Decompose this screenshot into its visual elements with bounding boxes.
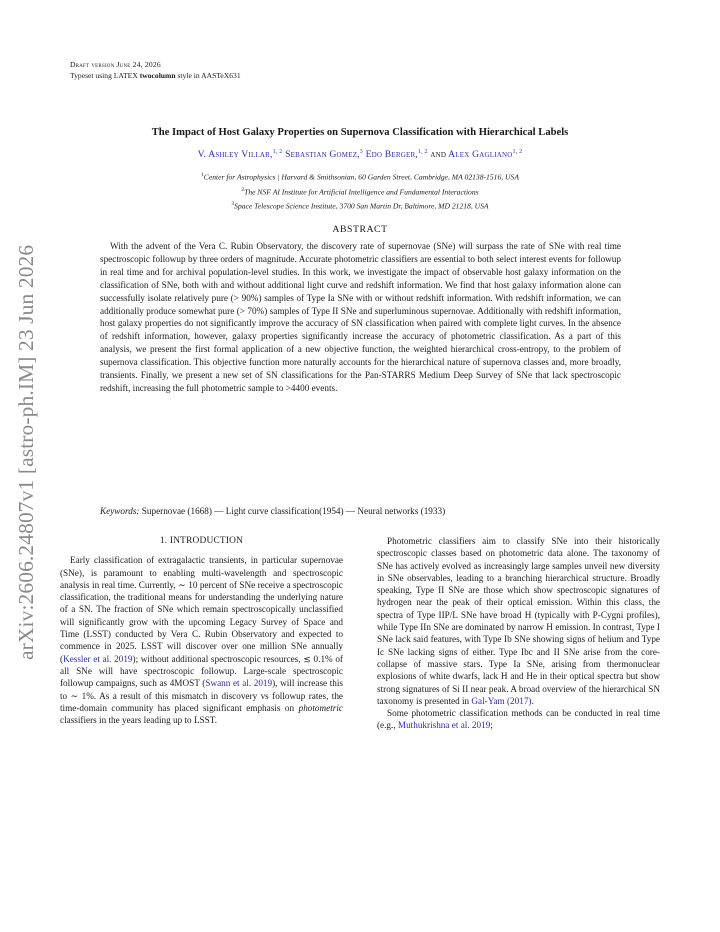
text-run: Early classification of extragalactic transients, in particular supernovae (SNe), is paramount to enabling multi-wavelength and spectroscopic analysis in real time. Currently, ∼ 10 percent of SNe receive a spectroscopic classification, the traditional means for understanding the underlying nature of a SN. The fraction of SNe which remain spectroscopically unclassified will significantly grow with the upcoming Legacy Survey of Space and Time (LSST) conducted by Vera C. Rubin Observatory and expected to commence in 2025. LSST will discover over one million SNe annually ( <box>60 555 343 664</box>
keywords-line <box>100 506 660 516</box>
draft-version-line: Draft version June 24, 2026 <box>70 60 161 69</box>
citation-link-swann[interactable]: Swann et al. 2019 <box>205 678 273 689</box>
author-gagliano[interactable]: Alex Gagliano <box>448 149 513 161</box>
text-run: Some photometric classification methods can be conducted in real time (e.g., <box>377 708 660 731</box>
right-column <box>377 535 660 732</box>
emphasis-text: photometric <box>298 702 343 713</box>
author-list <box>60 149 660 160</box>
citation-link-kessler[interactable]: Kessler et al. 2019 <box>63 653 133 664</box>
text-run: . <box>531 695 534 706</box>
typeset-suffix: style in AASTeX631 <box>175 70 241 80</box>
author-affil-sup: 1, 2 <box>272 149 283 155</box>
left-column <box>60 535 343 726</box>
citation-link-muthukrishna[interactable]: Muthukrishna et al. 2019 <box>397 720 491 731</box>
affiliation-sup: 2 <box>241 186 245 193</box>
author-villar[interactable]: V. Ashley Villar, <box>197 149 273 161</box>
section-heading-introduction: 1. INTRODUCTION <box>159 536 244 546</box>
text-run: ), will increase this to ∼ 1%. As a result of this mismatch in discovery vs followup rates, the time-domain community has placed significant emphasis on <box>60 678 343 713</box>
abstract-heading: ABSTRACT <box>332 224 388 235</box>
author-affil-sup: 1, 2 <box>417 149 428 155</box>
text-run: classifiers in the years leading up to LSST. <box>60 715 218 726</box>
affiliation-list <box>60 169 660 213</box>
affiliation-text: The NSF AI Institute for Artificial Intelligence and Fundamental Interactions <box>244 187 479 197</box>
affiliation-text: Center for Astrophysics | Harvard & Smithsonian, 60 Garden Street, Cambridge, MA 02138-1516, USA <box>203 172 519 182</box>
intro-paragraph-1 <box>60 554 343 726</box>
keywords-list: Supernovae (1668) — Light curve classification(1954) — Neural networks (1933) <box>141 506 446 516</box>
author-affil-sup: 3 <box>359 149 363 155</box>
typeset-line <box>70 71 241 82</box>
affiliation-sup: 3 <box>231 201 235 208</box>
abstract-body: With the advent of the Vera C. Rubin Observatory, the discovery rate of supernovae (SNe) will surpass the rate of SNe with real time spectroscopic followup by three orders of magnitude. Accurate photometric classifiers are essential to both select interest events for followup in real time and for archival population-level studies. In this work, we investigate the impact of observable host galaxy information on the classification of SNe, both with and without additional light curve and redshift information. We find that host galaxy information alone can successfully isolate relatively pure (> 90%) samples of Type Ia SNe with or without redshift information. With redshift information, we can additionally produce somewhat pure (> 70%) samples of Type II SNe and superluminous supernovae. Additionally with redshift information, host galaxy properties do not significantly improve the accuracy of SN classification when paired with complete light curves. In the absence of redshift information, however, galaxy properties significantly increase the accuracy of photometric classification. As a part of this analysis, we present the first formal application of a new objective function, the weighted hierarchical cross-entropy, to the problem of supernova classification. This objective function more naturally accounts for the hierarchical nature of supernova classes and, more broadly, transients. Finally, we present a new set of SN classifications for the Pan-STARRS Medium Deep Survey of SNe that lack spectroscopic redshift, increasing the full photometric sample to >4400 events. <box>100 241 621 393</box>
text-run: ); without additional spectroscopic resources, ≲ 0.1% of all SNe will have spectroscopic followup. Large-scale spectroscopic followup campaigns, such as 4MOST ( <box>60 653 343 689</box>
affiliation-3 <box>60 198 660 213</box>
author-and: and <box>430 149 447 161</box>
author-berger[interactable]: Edo Berger, <box>365 149 418 161</box>
paper-title: The Impact of Host Galaxy Properties on Supernova Classification with Hierarchical Labels <box>151 127 569 138</box>
draft-header <box>70 60 241 81</box>
text-run: ; <box>490 720 493 731</box>
affiliation-text: Space Telescope Science Institute, 3700 San Martin Dr, Baltimore, MD 21218, USA <box>234 201 489 211</box>
affiliation-sup: 1 <box>201 172 204 178</box>
text-run: Photometric classifiers aim to classify SNe into their historically spectroscopic classes based on photometric data alone. The taxonomy of SNe has actively evolved as increasingly large samples unveil new diversity in SNe observables, leading to a branching hierarchical structure. Broadly speaking, Type II SNe are those which show spectroscopic signatures of hydrogen near the peak of their optical emission. Within this class, the spectra of Type IIP/L SNe have broad H (typically with P-Cygni profiles), while Type IIn SNe are dominated by narrow H emission. In contrast, Type I SNe lack said features, with Type Ib SNe showing signs of helium and Type Ic SNe lacking signs of either. Type Ibc and II SNe arise from the core-collapse of massive stars. Type Ia SNe, arising from thermonuclear explosions of white dwarfs, lack H and He in their optical spectra but show strong signatures of Si II near peak. A broad overview of the hierarchical SN taxonomy is presented in <box>377 536 660 706</box>
latex-word: LATEX <box>113 70 138 80</box>
arxiv-identifier: arXiv:2606.24807v1 [astro-ph.IM] 23 Jun 2026 <box>14 244 38 660</box>
affiliation-1 <box>60 169 660 184</box>
intro-paragraph-2 <box>377 535 660 707</box>
citation-link-galyam[interactable]: Gal-Yam (2017) <box>471 695 532 706</box>
keywords-label: Keywords: <box>100 506 140 516</box>
affiliation-2 <box>60 184 660 199</box>
typeset-bold-word: twocolumn <box>139 70 176 80</box>
author-affil-sup: 1, 2 <box>512 149 523 155</box>
intro-paragraph-3 <box>377 707 660 732</box>
author-gomez[interactable]: Sebastian Gomez, <box>285 149 360 161</box>
typeset-prefix: Typeset using <box>70 70 114 80</box>
